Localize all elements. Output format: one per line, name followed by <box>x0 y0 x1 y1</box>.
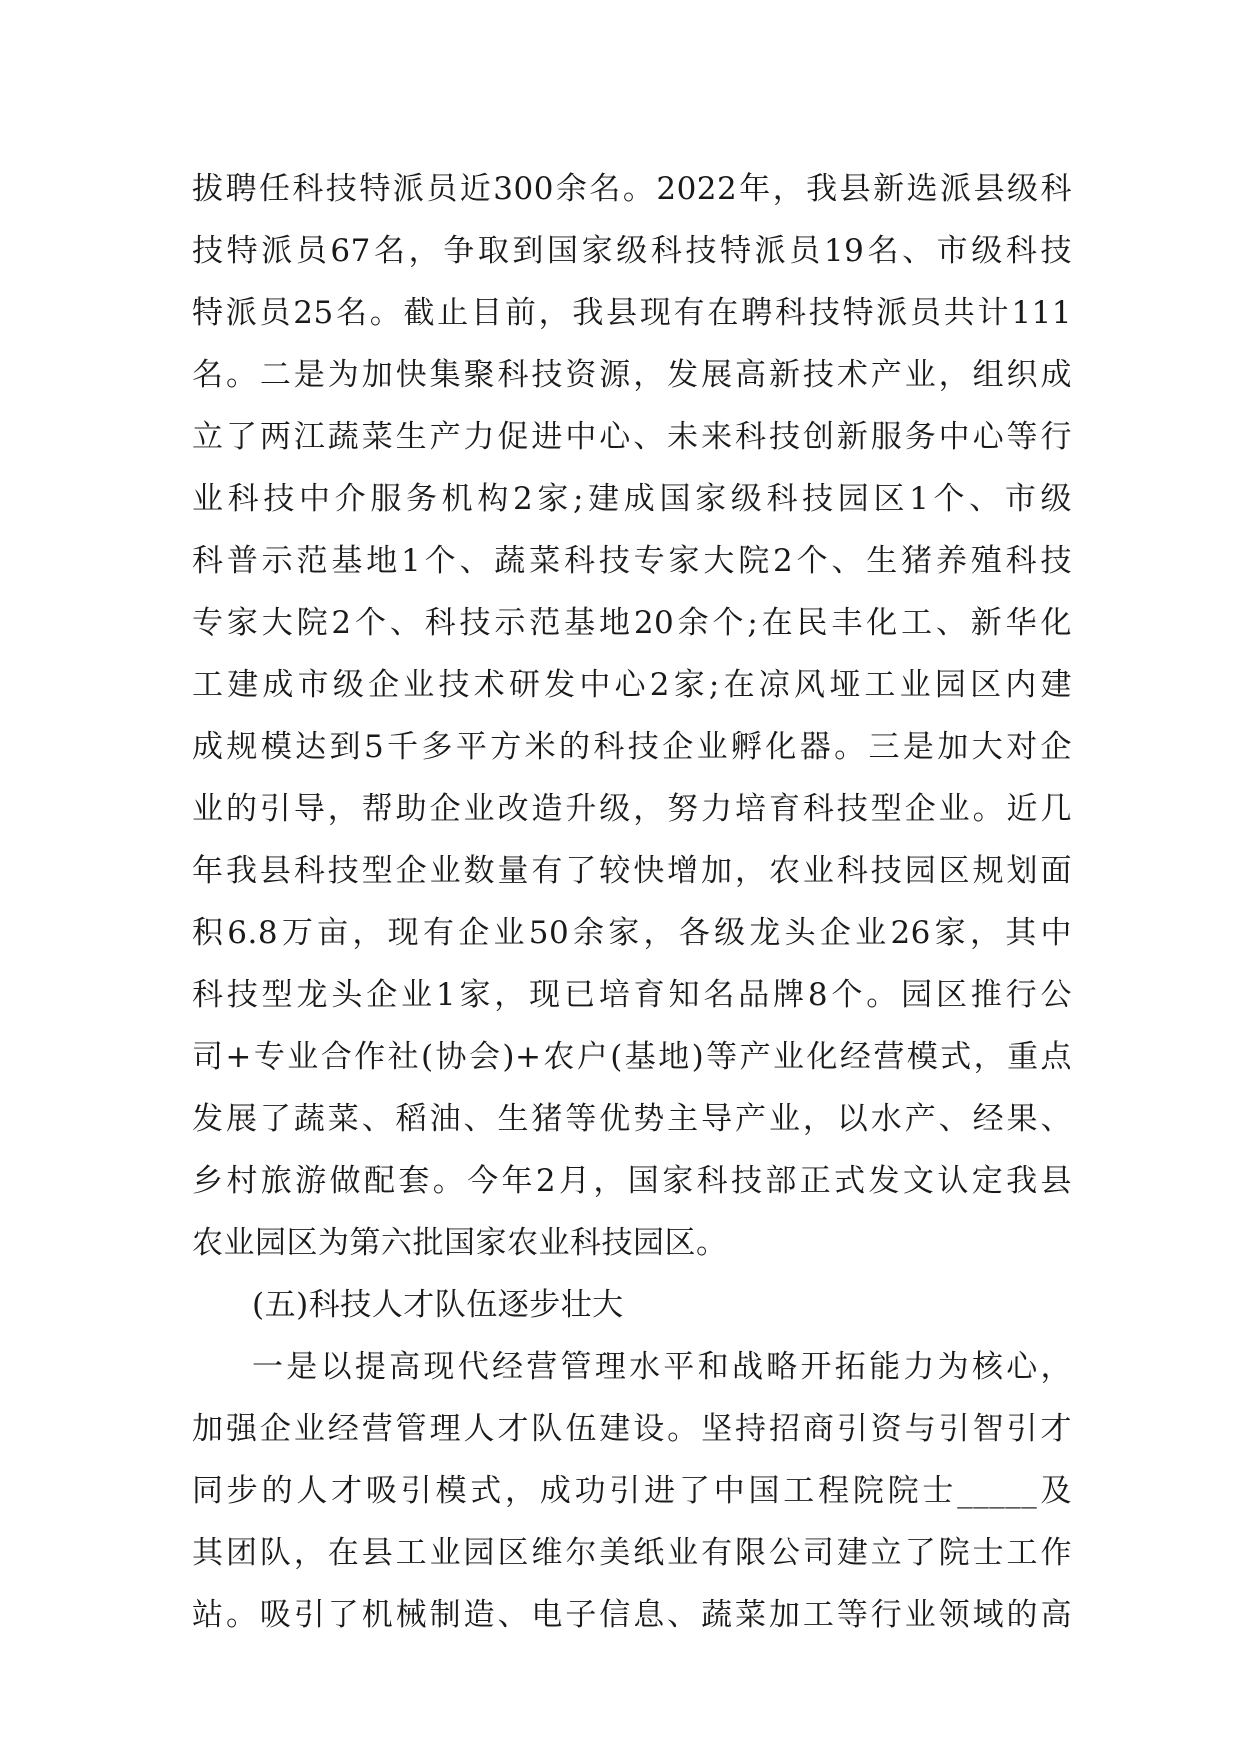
text-line: 专家大院2个、科技示范基地20余个;在民丰化工、新华化 <box>192 605 1072 641</box>
text-line: 加强企业经营管理人才队伍建设。坚持招商引资与引智引才 <box>192 1411 1072 1447</box>
text-line: 一是以提高现代经营管理水平和战略开拓能力为核心， <box>252 1349 1072 1385</box>
text-line: 立了两江蔬菜生产力促进中心、未来科技创新服务中心等行 <box>192 419 1072 455</box>
body-text <box>192 158 1092 1646</box>
section-heading: (五)科技人才队伍逐步壮大 <box>252 1287 624 1323</box>
text-line: 技特派员67名，争取到国家级科技特派员19名、市级科技 <box>192 233 1072 269</box>
text-line: 发展了蔬菜、稻油、生猪等优势主导产业，以水产、经果、 <box>192 1101 1072 1137</box>
text-line: 科普示范基地1个、蔬菜科技专家大院2个、生猪养殖科技 <box>192 543 1072 579</box>
text-line: 名。二是为加快集聚科技资源，发展高新技术产业，组织成 <box>192 357 1072 393</box>
text-line: 特派员25名。截止目前，我县现有在聘科技特派员共计111 <box>192 295 1072 331</box>
text-line: 其团队，在县工业园区维尔美纸业有限公司建立了院士工作 <box>192 1535 1072 1571</box>
text-line: 工建成市级企业技术研发中心2家;在凉风垭工业园区内建 <box>192 667 1072 703</box>
text-line: 科技型龙头企业1家，现已培育知名品牌8个。园区推行公 <box>192 977 1072 1013</box>
text-line: 农业园区为第六批国家农业科技园区。 <box>192 1225 728 1261</box>
text-line: 同步的人才吸引模式，成功引进了中国工程院院士_____及 <box>192 1473 1072 1509</box>
text-line: 积6.8万亩，现有企业50余家，各级龙头企业26家，其中 <box>192 915 1072 951</box>
text-line: 年我县科技型企业数量有了较快增加，农业科技园区规划面 <box>192 853 1072 889</box>
text-line: 业科技中介服务机构2家;建成国家级科技园区1个、市级 <box>192 481 1072 517</box>
text-line: 拔聘任科技特派员近300余名。2022年，我县新选派县级科 <box>192 171 1072 207</box>
text-line: 站。吸引了机械制造、电子信息、蔬菜加工等行业领域的高 <box>192 1597 1072 1633</box>
text-line: 乡村旅游做配套。今年2月，国家科技部正式发文认定我县 <box>192 1163 1072 1199</box>
text-line: 司+专业合作社(协会)+农户(基地)等产业化经营模式，重点 <box>192 1039 1072 1075</box>
text-line: 业的引导，帮助企业改造升级，努力培育科技型企业。近几 <box>192 791 1072 827</box>
text-line: 成规模达到5千多平方米的科技企业孵化器。三是加大对企 <box>192 729 1072 765</box>
